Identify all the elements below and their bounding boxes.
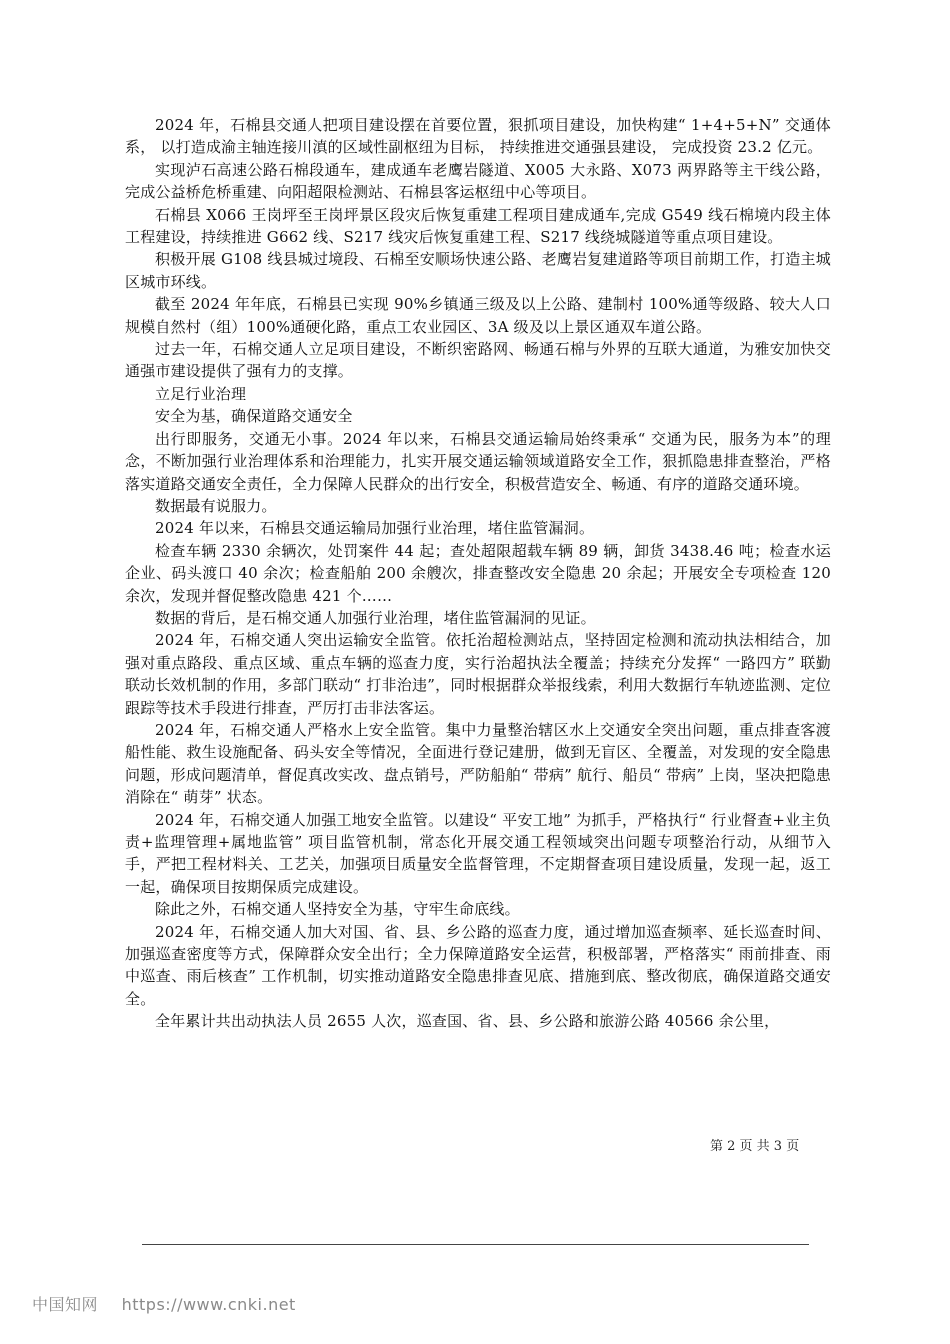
paragraph: 2024 年，石棉交通人加强工地安全监管。以建设“ 平安工地” 为抓手，严格执行“ 行业督查+业主负责+监理管理+属地监管” 项目监管机制，常态化开展交通工程领域突出问题专项整治行动，从细节入手，严把工程材料关、工艺关，加强项目质量安全监督管理，不定期督查项目建设质量，发现一起，返工一起，确保项目按期保质完成建设。	[125, 810, 831, 896]
paragraph: 全年累计共出动执法人员 2655 人次，巡查国、省、县、乡公路和旅游公路 40566 余公里，	[155, 1012, 780, 1031]
paragraph: 2024 年以来，石棉县交通运输局加强行业治理，堵住监管漏洞。	[155, 519, 595, 538]
paragraph: 截至 2024 年年底，石棉县已实现 90%乡镇通三级及以上公路、建制村 100%通等级路、较大人口规模自然村（组）100%通硬化路，重点工农业园区、3A 级及以上景区通双车道公路。	[125, 295, 831, 336]
paragraph: 积极开展 G108 线县城过境段、石棉至安顺场快速公路、老鹰岩复建道路等项目前期工作，打造主城区城市环线。	[125, 250, 831, 291]
paragraph: 2024 年，石棉交通人加大对国、省、县、乡公路的巡查力度，通过增加巡查频率、延长巡查时间、加强巡查密度等方式，保障群众安全出行；全力保障道路安全运营，积极部署，严格落实“ 雨前排查、雨中巡查、雨后核查” 工作机制，切实推动道路安全隐患排查见底、措施到底、整改彻底，确保道路交通安全。	[125, 922, 831, 1008]
paragraph: 数据的背后，是石棉交通人加强行业治理，堵住监管漏洞的见证。	[155, 608, 596, 627]
paragraph: 除此之外，石棉交通人坚持安全为基，守牢生命底线。	[155, 900, 520, 919]
paragraph: 2024 年，石棉交通人突出运输安全监管。依托治超检测站点，坚持固定检测和流动执法相结合，加强对重点路段、重点区域、重点车辆的巡查力度，实行治超执法全覆盖；持续充分发挥“ 一路四方” 联勤联动长效机制的作用，多部门联动“ 打非治违”，同时根据群众举报线索，利用大数据行车轨迹监测、定位跟踪等技术手段进行排查，严厉打击非法客运。	[125, 631, 831, 717]
paragraph: 数据最有说服力。	[155, 496, 277, 515]
paragraph: 出行即服务，交通无小事。2024 年以来，石棉县交通运输局始终秉承“ 交通为民，服务为本”的理念，不断加强行业治理体系和治理能力，扎实开展交通运输领域道路安全工作，狠抓隐患排查整治，严格落实道路交通安全责任，全力保障人民群众的出行安全，积极营造安全、畅通、有序的道路交通环境。	[125, 429, 831, 493]
watermark-site-name: 中国知网	[32, 1295, 99, 1314]
paragraph: 检查车辆 2330 余辆次，处罚案件 44 起；查处超限超载车辆 89 辆，卸货 3438.46 吨；检查水运企业、码头渡口 40 余次；检查船舶 200 余艘次，排查整改安全隐患 20 余起；开展安全专项检查 120 余次，发现并督促整改隐患 421 个……	[125, 541, 831, 605]
paragraph: 石棉县 X066 王岗坪至王岗坪景区段灾后恢复重建工程项目建成通车,完成 G549 线石棉境内段主体工程建设，持续推进 G662 线、S217 线灾后恢复重建工程、S217 线绕城隧道等重点项目建设。	[125, 205, 831, 247]
section-heading: 立足行业治理	[155, 384, 247, 403]
paragraph: 2024 年，石棉交通人严格水上安全监管。集中力量整治辖区水上交通安全突出问题，重点排查客渡船性能、救生设施配备、码头安全等情况，全面进行登记建册，做到无盲区、全覆盖，对发现的安全隐患问题，形成问题清单，督促真改实改、盘点销号，严防船舶“ 带病” 航行、船员“ 带病” 上岗，坚决把隐患消除在“ 萌芽” 状态。	[125, 720, 831, 807]
watermark-url: https://www.cnki.net	[121, 1295, 296, 1314]
paragraph: 实现泸石高速公路石棉段通车，建成通车老鹰岩隧道、X005 大永路、X073 两界路等主干线公路，完成公益桥危桥重建、向阳超限检测站、石棉县客运枢纽中心等项目。	[125, 160, 831, 202]
footer-divider	[142, 1244, 809, 1245]
document-body	[125, 114, 831, 1033]
paragraph: 2024 年，石棉县交通人把项目建设摆在首要位置，狠抓项目建设，加快构建“ 1+4+5+N” 交通体系， 以打造成渝主轴连接川滇的区域性副枢纽为目标， 持续推进交通强县建设， 完成投资 23.2 亿元。	[125, 116, 831, 157]
watermark	[32, 1292, 296, 1315]
paragraph: 过去一年，石棉交通人立足项目建设，不断织密路网、畅通石棉与外界的互联大通道，为雅安加快交通强市建设提供了强有力的支撑。	[125, 340, 831, 381]
page-number: 第 2 页 共 3 页	[710, 1139, 800, 1154]
section-subheading: 安全为基，确保道路交通安全	[155, 407, 353, 426]
